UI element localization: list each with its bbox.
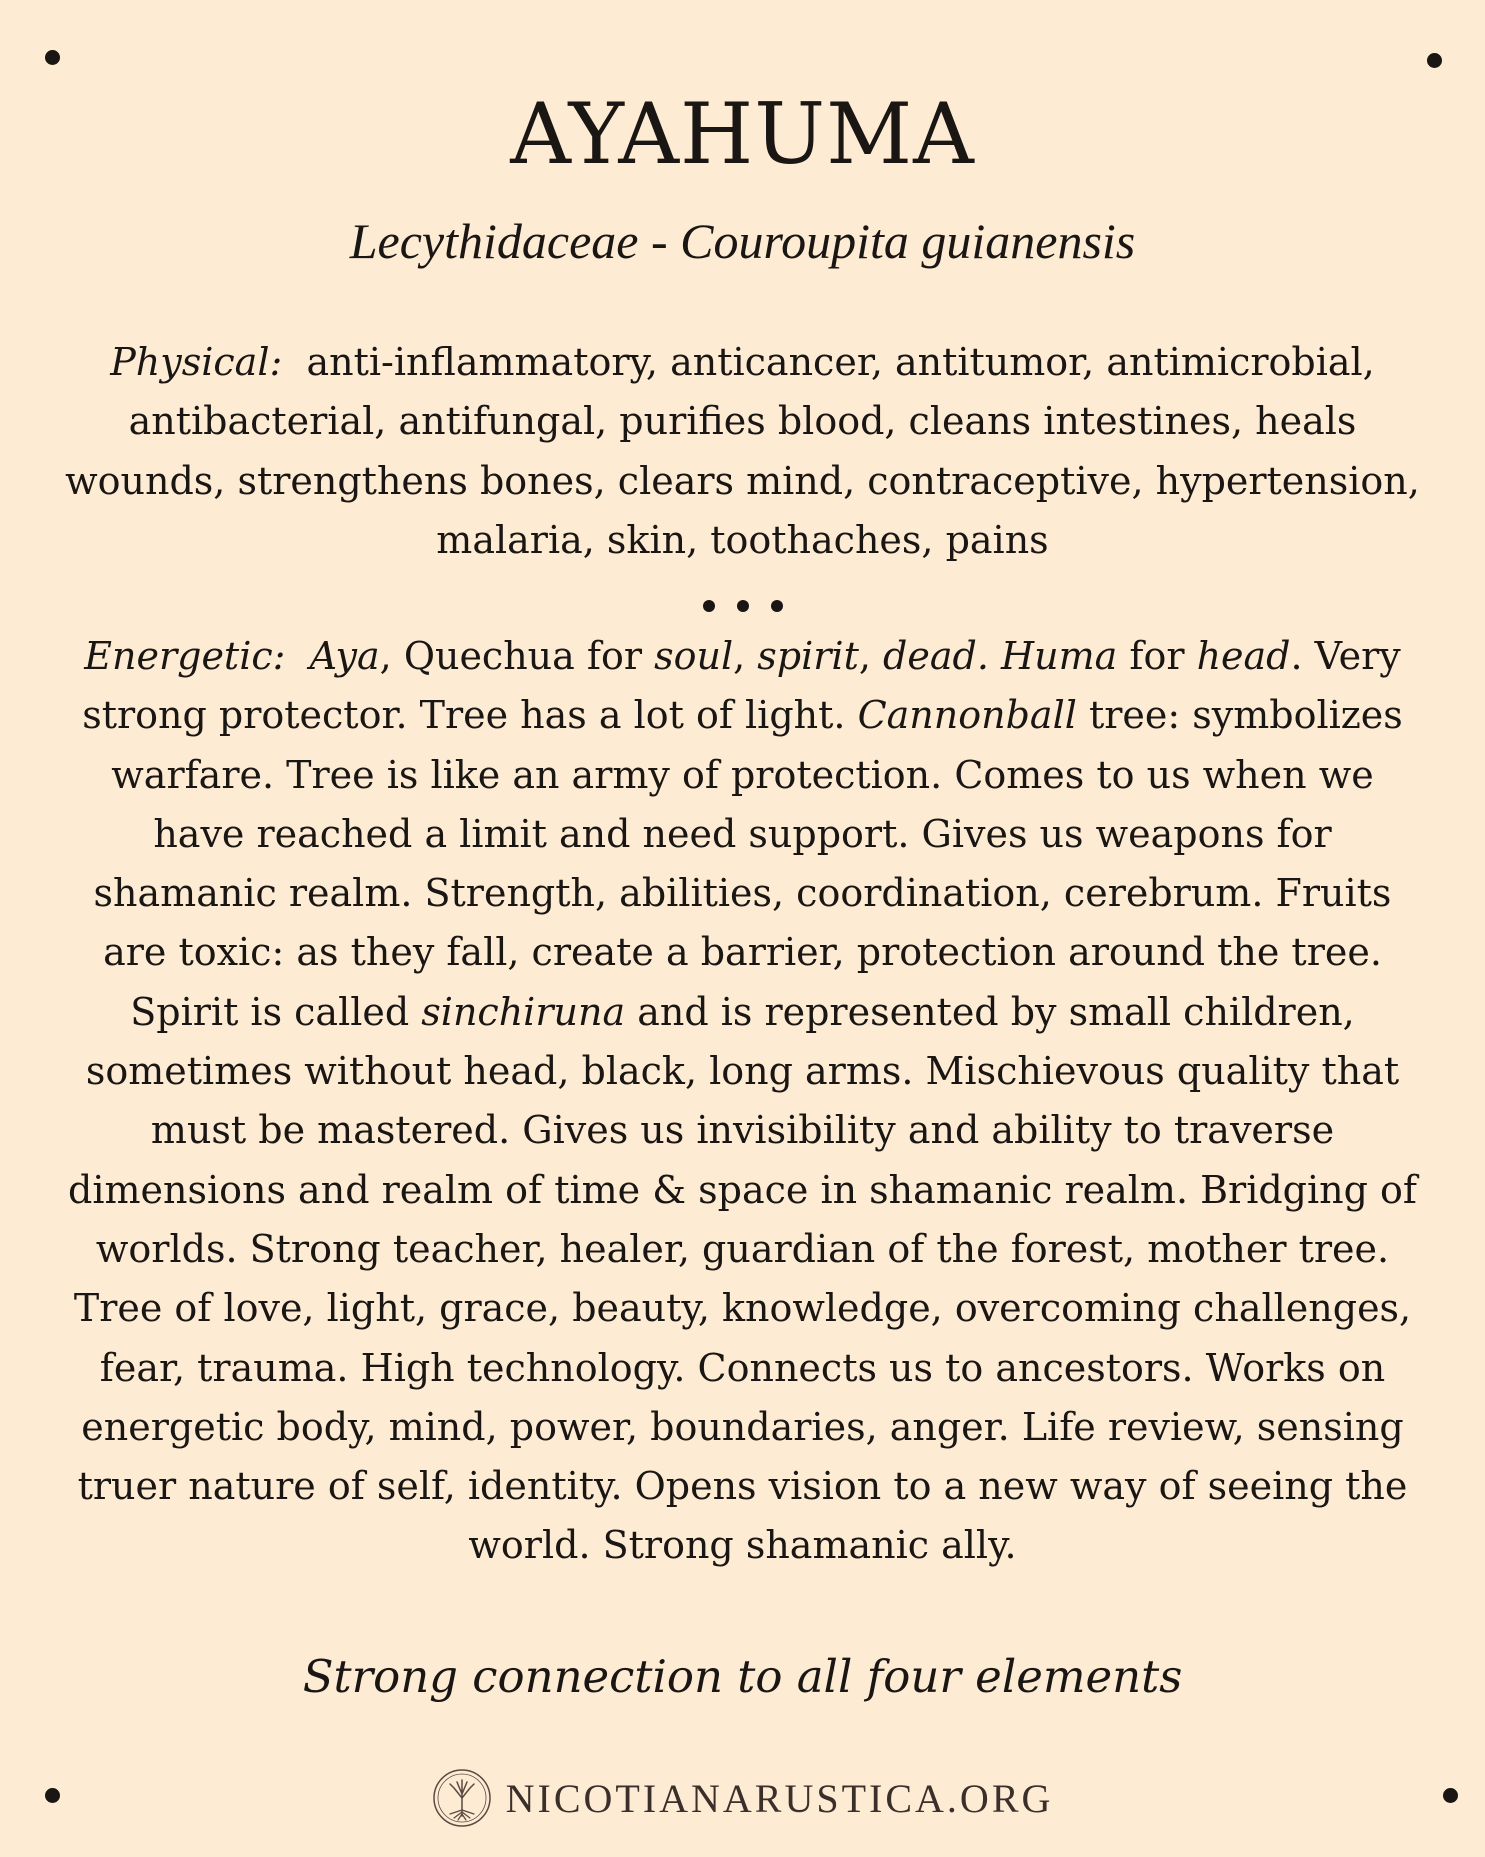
energetic-soul: soul — [654, 634, 734, 678]
energetic-fragment: , Quechua for — [379, 634, 655, 678]
energetic-fragment: for — [1117, 634, 1197, 678]
physical-label: Physical: — [110, 340, 283, 384]
energetic-fragment: , — [733, 634, 758, 678]
separator-dot — [703, 600, 715, 612]
closing-line: Strong connection to all four elements — [302, 1650, 1183, 1703]
section-separator — [0, 600, 1485, 612]
energetic-fragment: and is represented by small children, sometimes without head, black, long arms. Mischievous quality that must be mastered. Gives us invisibility and ability to traverse dimensions and realm of time & space in shamanic realm. Bridging of worlds. Strong teacher, healer, guardian of the forest, mother tree. Tree of love, light, grace, beauty, knowledge, overcoming challenges, fear, trauma. High technology. Connects us to ancestors. Works on energetic body, mind, power, boundaries, anger. Life review, sensing truer nature of self, identity. Opens vision to a new way of seeing the world. Strong shamanic ally. — [68, 989, 1417, 1568]
separator-dot — [737, 600, 749, 612]
page-title: AYAHUMA — [510, 85, 975, 183]
tree-of-life-icon — [432, 1768, 492, 1828]
footer-site-name: NICOTIANARUSTICA.ORG — [505, 1775, 1054, 1821]
energetic-fragment: , — [858, 634, 884, 678]
footer — [0, 1768, 1485, 1828]
energetic-spirit: spirit — [757, 634, 859, 678]
physical-text: anti-inflammatory, anticancer, antitumor, antimicrobial, antibacterial, antifungal, purifies blood, cleans intestines, heals wounds, strengthens bones, clears mind, contraceptive, hypertension, malaria, skin, toothaches, pains — [65, 340, 1420, 562]
corner-dot-top-right — [1427, 53, 1442, 68]
corner-dot-top-left — [45, 50, 60, 65]
energetic-fragment: tree: symbolizes warfare. Tree is like an army of protection. Comes to us when we have reached a limit and need support. Gives us weapons for shamanic realm. Strength, abilities, coordination, cerebrum. Fruits are toxic: as they fall, create a barrier, protection around the tree. Spirit is called — [93, 693, 1403, 1034]
energetic-label: Energetic: — [84, 634, 286, 678]
energetic-section — [60, 627, 1425, 1576]
energetic-dead-huma: dead. Huma — [883, 634, 1118, 678]
energetic-head: head — [1196, 634, 1291, 678]
energetic-cannonball: Cannonball — [857, 693, 1077, 738]
physical-section — [60, 333, 1425, 570]
energetic-sinchiruna: sinchiruna — [421, 989, 626, 1034]
separator-dot — [771, 600, 783, 612]
energetic-aya: Aya — [309, 634, 380, 678]
energetic-fragment: . Very strong protector. Tree has a lot of light. — [82, 634, 1401, 738]
scientific-name: Lecythidaceae - Couroupita guianensis — [349, 213, 1136, 269]
